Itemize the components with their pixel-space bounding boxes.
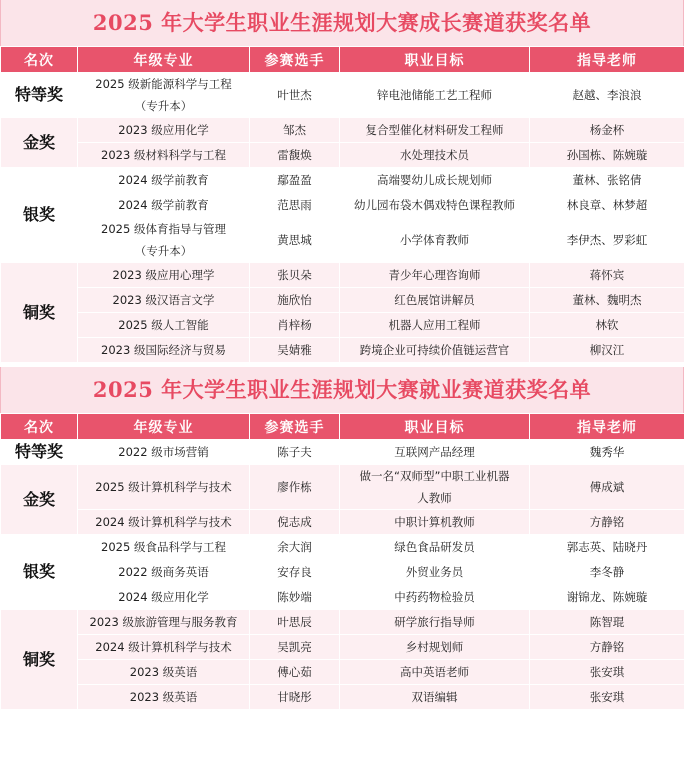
advisor-cell-line: 魏秀华 (589, 445, 625, 459)
career-goal-cell-line: 跨境企业可持续价值链运营官 (359, 343, 510, 357)
career-goal-cell-line: 中药药物检验员 (394, 590, 475, 604)
major-cell-line: 2024 级计算机科学与技术 (95, 640, 232, 654)
award-rank: 铜奖 (1, 263, 78, 363)
major-cell-line: 2023 级国际经济与贸易 (101, 343, 226, 357)
career-goal-cell (340, 440, 530, 465)
table-row (1, 218, 684, 263)
major-cell-line-2: （专升本） (134, 99, 193, 113)
contestant-cell (250, 660, 340, 685)
award-rank: 银奖 (1, 168, 78, 263)
header-contestant: 参赛选手 (250, 47, 340, 73)
major-cell-line: 2023 级旅游管理与服务教育 (89, 615, 238, 629)
major-cell-line: 2025 级人工智能 (118, 318, 209, 332)
contestant-cell (250, 535, 340, 560)
major-cell (78, 263, 250, 288)
advisor-cell (530, 610, 684, 635)
major-cell (78, 635, 250, 660)
career-goal-cell-line: 锌电池储能工艺工程师 (377, 88, 492, 102)
contestant-cell (250, 143, 340, 168)
table-row (1, 535, 684, 560)
award-rank: 金奖 (1, 465, 78, 535)
advisor-cell (530, 560, 684, 585)
major-cell (78, 338, 250, 363)
major-cell (78, 660, 250, 685)
career-goal-cell-line: 幼儿园布袋木偶戏特色课程教师 (354, 198, 515, 212)
advisor-cell (530, 660, 684, 685)
contestant-cell-line: 肖梓杨 (277, 318, 312, 332)
major-cell-line: 2023 级应用化学 (118, 123, 209, 137)
contestant-cell-line: 陈妙端 (277, 590, 312, 604)
employment-track-table (0, 413, 684, 710)
career-goal-cell-line: 研学旅行指导师 (394, 615, 475, 629)
contestant-cell (250, 313, 340, 338)
major-cell (78, 465, 250, 510)
growth-track-table (0, 46, 684, 363)
table-row (1, 338, 684, 363)
advisor-cell (530, 143, 684, 168)
advisor-cell-line: 赵越、李浪浪 (572, 88, 642, 102)
table-row (1, 660, 684, 685)
career-goal-cell (340, 610, 530, 635)
table-row (1, 143, 684, 168)
major-cell (78, 535, 250, 560)
career-goal-cell-line: 互联网产品经理 (394, 445, 475, 459)
advisor-cell (530, 218, 684, 263)
advisor-cell (530, 263, 684, 288)
contestant-cell (250, 218, 340, 263)
advisor-cell-line: 孙国栋、陈婉璇 (566, 148, 648, 162)
major-cell (78, 510, 250, 535)
advisor-cell-line: 柳汉江 (589, 343, 625, 357)
major-cell (78, 73, 250, 118)
career-goal-cell-line: 中职计算机教师 (394, 515, 475, 529)
career-goal-cell (340, 168, 530, 193)
contestant-cell-line: 雷馥焕 (277, 148, 312, 162)
table-header-row (1, 47, 684, 73)
advisor-cell (530, 510, 684, 535)
contestant-cell-line: 余大润 (277, 540, 312, 554)
table-row (1, 465, 684, 510)
contestant-cell-line: 邹杰 (283, 123, 306, 137)
career-goal-cell-line: 青少年心理咨询师 (388, 268, 481, 282)
career-goal-cell-line: 做一名“双师型”中职工业机器 (359, 469, 510, 483)
career-goal-cell-line: 水处理技术员 (400, 148, 469, 162)
advisor-cell (530, 465, 684, 510)
major-cell-line: 2023 级应用心理学 (112, 268, 215, 282)
advisor-cell-line: 蒋怀宾 (589, 268, 625, 282)
major-cell-line: 2025 级新能源科学与工程 (95, 77, 232, 91)
advisor-cell-line: 谢锦龙、陈婉璇 (566, 590, 648, 604)
career-goal-cell (340, 218, 530, 263)
contestant-cell-line: 甘晓彤 (277, 690, 312, 704)
advisor-cell-line: 方静铭 (589, 515, 625, 529)
contestant-cell (250, 440, 340, 465)
advisor-cell-line: 张安琪 (589, 665, 625, 679)
major-cell-line: 2024 级学前教育 (118, 173, 209, 187)
career-goal-cell (340, 535, 530, 560)
table-row (1, 560, 684, 585)
major-cell-line: 2023 级汉语言文学 (112, 293, 215, 307)
career-goal-cell (340, 560, 530, 585)
advisor-cell-line: 傅成斌 (589, 480, 625, 494)
header-advisor: 指导老师 (530, 414, 684, 440)
contestant-cell (250, 560, 340, 585)
major-cell (78, 288, 250, 313)
advisor-cell-line: 董林、张铭倩 (572, 173, 642, 187)
advisor-cell (530, 585, 684, 610)
table-row (1, 263, 684, 288)
header-rank: 名次 (1, 414, 78, 440)
contestant-cell-line: 安存良 (277, 565, 312, 579)
advisor-cell (530, 685, 684, 710)
major-cell-line: 2024 级学前教育 (118, 198, 209, 212)
table-header-row (1, 414, 684, 440)
advisor-cell (530, 313, 684, 338)
advisor-cell (530, 168, 684, 193)
contestant-cell (250, 118, 340, 143)
advisor-cell-line: 李冬静 (589, 565, 625, 579)
career-goal-cell-line: 乡村规划师 (405, 640, 464, 654)
career-goal-cell-line: 高中英语老师 (400, 665, 469, 679)
contestant-cell (250, 263, 340, 288)
advisor-cell-line: 郭志英、陆晓丹 (566, 540, 648, 554)
contestant-cell-line: 傅心茹 (277, 665, 312, 679)
header-major: 年级专业 (78, 414, 250, 440)
career-goal-cell-line: 绿色食品研发员 (394, 540, 475, 554)
contestant-cell (250, 288, 340, 313)
major-cell-line: 2023 级英语 (129, 665, 198, 679)
table-row (1, 685, 684, 710)
table-row (1, 73, 684, 118)
contestant-cell-line: 黄思城 (277, 233, 312, 247)
contestant-cell (250, 465, 340, 510)
table-row (1, 118, 684, 143)
award-rank: 银奖 (1, 535, 78, 610)
major-cell-line: 2025 级计算机科学与技术 (95, 480, 232, 494)
career-goal-cell-line: 高端婴幼儿成长规划师 (377, 173, 492, 187)
table-row (1, 440, 684, 465)
advisor-cell-line: 杨金杯 (589, 123, 625, 137)
contestant-cell-line: 施欣怡 (277, 293, 312, 307)
contestant-cell-line: 吴婧雅 (277, 343, 312, 357)
table-row (1, 313, 684, 338)
table-row (1, 168, 684, 193)
contestant-cell (250, 73, 340, 118)
advisor-cell-line: 董林、魏明杰 (572, 293, 642, 307)
table-row (1, 610, 684, 635)
contestant-cell-line: 鄢盈盈 (277, 173, 312, 187)
career-goal-cell (340, 510, 530, 535)
header-rank: 名次 (1, 47, 78, 73)
table-row (1, 635, 684, 660)
advisor-cell (530, 288, 684, 313)
career-goal-cell (340, 118, 530, 143)
career-goal-cell (340, 288, 530, 313)
career-goal-cell (340, 660, 530, 685)
header-career-goal: 职业目标 (340, 414, 530, 440)
contestant-cell (250, 338, 340, 363)
table-row (1, 288, 684, 313)
career-goal-cell (340, 585, 530, 610)
contestant-cell (250, 510, 340, 535)
table-row (1, 510, 684, 535)
contestant-cell-line: 范思雨 (277, 198, 312, 212)
contestant-cell-line: 叶世杰 (277, 88, 312, 102)
contestant-cell (250, 635, 340, 660)
header-career-goal: 职业目标 (340, 47, 530, 73)
growth-track-body (1, 73, 684, 363)
advisor-cell (530, 338, 684, 363)
major-cell-line: 2022 级市场营销 (118, 445, 209, 459)
contestant-cell (250, 168, 340, 193)
career-goal-cell (340, 313, 530, 338)
career-goal-cell (340, 338, 530, 363)
career-goal-cell-line: 双语编辑 (411, 690, 458, 704)
advisor-cell-line: 林钦 (595, 318, 619, 332)
career-goal-cell (340, 193, 530, 218)
advisor-cell (530, 193, 684, 218)
major-cell (78, 313, 250, 338)
major-cell-line: 2024 级计算机科学与技术 (95, 515, 232, 529)
career-goal-cell (340, 635, 530, 660)
advisor-cell-line: 李伊杰、罗彩虹 (566, 233, 648, 247)
career-goal-cell (340, 263, 530, 288)
advisor-cell (530, 440, 684, 465)
career-goal-cell-line: 外贸业务员 (405, 565, 464, 579)
contestant-cell (250, 585, 340, 610)
table-row (1, 193, 684, 218)
major-cell (78, 143, 250, 168)
advisor-cell (530, 73, 684, 118)
advisor-cell (530, 635, 684, 660)
career-goal-cell-line-2: 人教师 (417, 491, 452, 505)
contestant-cell-line: 廖作栋 (277, 480, 312, 494)
contestant-cell (250, 193, 340, 218)
header-major: 年级专业 (78, 47, 250, 73)
major-cell-line: 2023 级英语 (129, 690, 198, 704)
contestant-cell-line: 倪志成 (277, 515, 312, 529)
major-cell-line: 2023 级材料科学与工程 (101, 148, 226, 162)
career-goal-cell-line: 复合型催化材料研发工程师 (365, 123, 504, 137)
header-contestant: 参赛选手 (250, 414, 340, 440)
career-goal-cell-line: 红色展馆讲解员 (394, 293, 475, 307)
advisor-cell-line: 林良章、林梦超 (566, 198, 648, 212)
award-rank: 特等奖 (1, 440, 78, 465)
advisor-cell-line: 方静铭 (589, 640, 625, 654)
career-goal-cell (340, 143, 530, 168)
major-cell-line-2: （专升本） (134, 244, 193, 258)
advisor-cell-line: 张安琪 (589, 690, 625, 704)
major-cell-line: 2024 级应用化学 (118, 590, 209, 604)
major-cell-line: 2025 级食品科学与工程 (101, 540, 226, 554)
award-rank: 金奖 (1, 118, 78, 168)
award-rank: 铜奖 (1, 610, 78, 710)
major-cell-line: 2025 级体育指导与管理 (101, 222, 226, 236)
major-cell (78, 585, 250, 610)
career-goal-cell (340, 685, 530, 710)
major-cell-line: 2022 级商务英语 (118, 565, 209, 579)
career-goal-cell-line: 机器人应用工程师 (388, 318, 481, 332)
growth-track-title: 2025 年大学生职业生涯规划大赛成长赛道获奖名单 (0, 0, 684, 46)
major-cell (78, 193, 250, 218)
contestant-cell (250, 610, 340, 635)
award-rank: 特等奖 (1, 73, 78, 118)
advisor-cell-line: 陈智琨 (589, 615, 625, 629)
career-goal-cell (340, 465, 530, 510)
career-goal-cell-line: 小学体育教师 (400, 233, 469, 247)
employment-track-body (1, 440, 684, 710)
contestant-cell-line: 吴凯亮 (277, 640, 312, 654)
advisor-cell (530, 535, 684, 560)
major-cell (78, 685, 250, 710)
major-cell (78, 118, 250, 143)
career-goal-cell (340, 73, 530, 118)
major-cell (78, 440, 250, 465)
major-cell (78, 610, 250, 635)
table-row (1, 585, 684, 610)
major-cell (78, 218, 250, 263)
major-cell (78, 168, 250, 193)
major-cell (78, 560, 250, 585)
advisor-cell (530, 118, 684, 143)
contestant-cell-line: 叶思辰 (277, 615, 312, 629)
contestant-cell-line: 张贝朵 (277, 268, 312, 282)
header-advisor: 指导老师 (530, 47, 684, 73)
contestant-cell-line: 陈子夫 (277, 445, 312, 459)
contestant-cell (250, 685, 340, 710)
employment-track-title: 2025 年大学生职业生涯规划大赛就业赛道获奖名单 (0, 367, 684, 413)
